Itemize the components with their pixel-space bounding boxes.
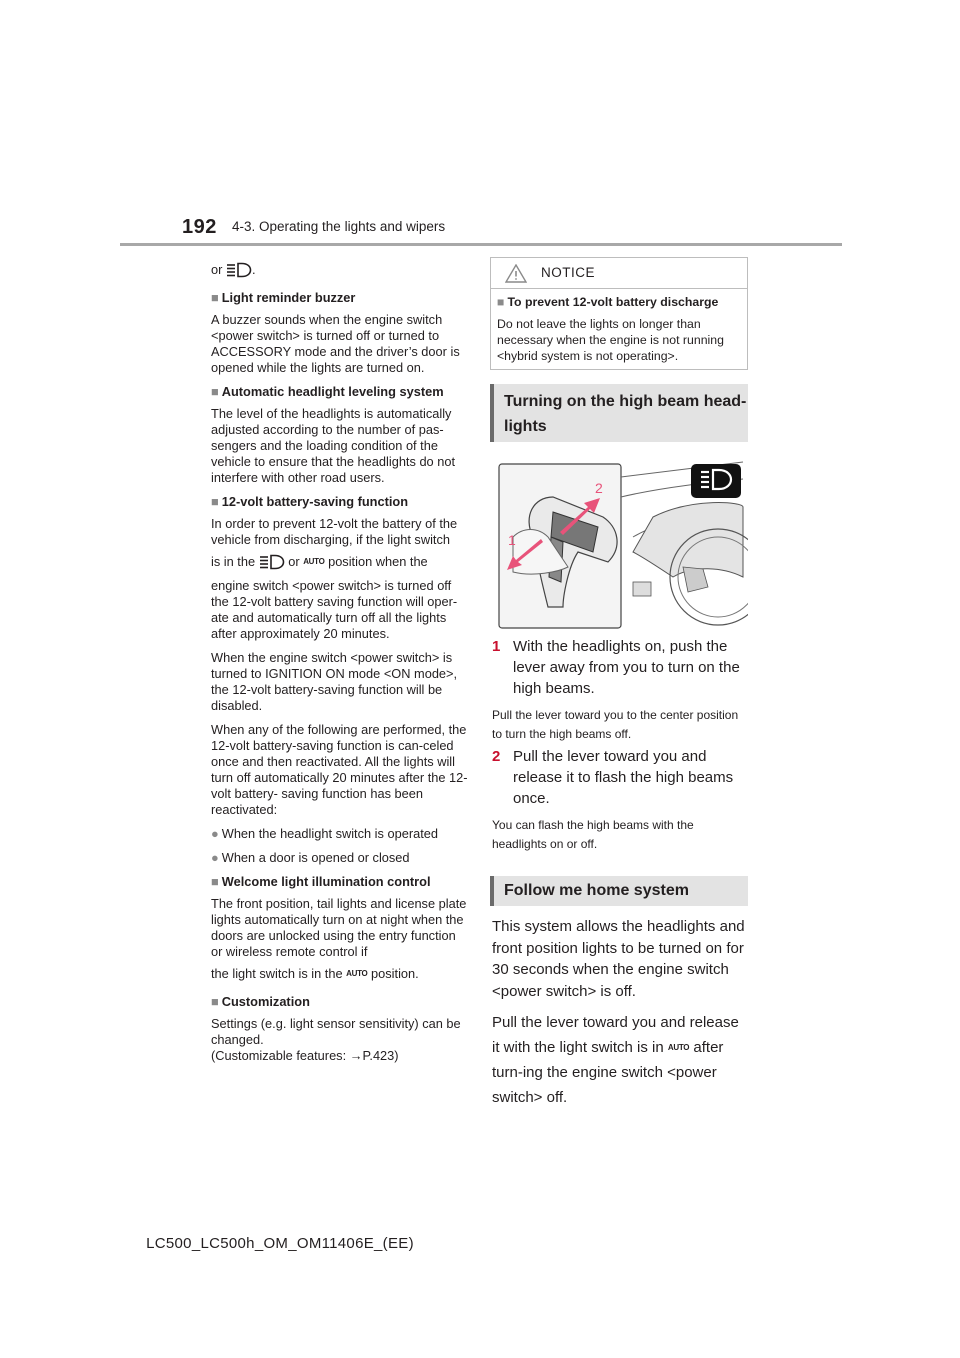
arrow-right-icon: → <box>349 1048 363 1063</box>
notice-title-bar <box>491 258 747 289</box>
custom-text-2: (Customizable features: →P.423) <box>211 1048 399 1063</box>
custom-heading: ■ Customization <box>211 994 310 1009</box>
battery-text-5: When any of the following are performed, the 12-volt battery-saving function is can-celed once and then reactivated. All the lights will turn off automatically 20 minutes after the 12-volt battery- saving function has been reactivated: <box>211 722 468 817</box>
reminder-heading: ■ Light reminder buzzer <box>211 290 356 305</box>
follow-me-text-2: Pull the lever toward you and release it with the light switch is in AUTO after turn-ing the engine switch <power switch> off. <box>492 1014 739 1106</box>
left-column <box>211 262 469 1072</box>
page-number: 192 <box>182 216 217 238</box>
step-2 <box>492 746 747 809</box>
section-title: 4-3. Operating the lights and wipers <box>232 219 446 234</box>
page-reference-link[interactable]: P.423) <box>362 1048 399 1063</box>
step-2-number: 2 <box>492 748 501 765</box>
high-beam-heading: Turning on the high beam head-lights <box>490 384 748 442</box>
bullet-item-2: ● When a door is opened or closed <box>211 850 410 865</box>
leveling-text: The level of the headlights is automatically adjusted according to the number of pas-sengers and the loading condition of the vehicle to ensure that the headlights do not interfere with other road users. <box>211 406 456 485</box>
step-1-note: Pull the lever toward you to the center position to turn the high beams off. <box>492 708 739 741</box>
battery-text-1: In order to prevent 12-volt the battery of the vehicle from discharging, if the light switch <box>211 516 458 547</box>
lever-illustration <box>493 457 748 630</box>
or-line: or . <box>211 262 469 282</box>
header-rule <box>120 243 842 246</box>
auto-icon: AUTO <box>303 557 325 566</box>
illus-label-2: 2 <box>595 480 603 496</box>
step-1 <box>492 636 747 699</box>
notice-heading: ■ To prevent 12-volt battery discharge <box>497 295 719 309</box>
step-1-number: 1 <box>492 638 501 655</box>
welcome-heading: ■ Welcome light illumination control <box>211 874 431 889</box>
warning-triangle-icon <box>505 264 527 283</box>
headlight-icon <box>226 262 252 282</box>
bullet-item-1: ● When the headlight switch is operated <box>211 826 438 841</box>
battery-heading: ■ 12-volt battery-saving function <box>211 494 409 509</box>
notice-title: NOTICE <box>541 265 596 280</box>
follow-me-text-1: This system allows the headlights and front position lights to be turned on for 30 seconds when the engine switch <power switch> is off. <box>492 918 745 1000</box>
battery-text-3: engine switch <power switch> is turned off the 12-volt battery saving function will oper-ate and automatically turn off all the lights after approximately 20 minutes. <box>211 578 458 641</box>
follow-me-heading: Follow me home system <box>490 876 748 906</box>
notice-body <box>497 294 741 364</box>
reminder-text: A buzzer sounds when the engine switch <power switch> is turned off or turned to ACCESSORY mode and the driver’s door is opened while the lights are turned on. <box>211 312 460 375</box>
welcome-text-1: The front position, tail lights and license plate lights automatically turn on at night when the doors are unlocked using the entry function or wireless remote control if <box>211 896 467 959</box>
or-text: or <box>211 262 223 277</box>
battery-text-2: is in the or AUTO position when the <box>211 554 469 574</box>
battery-text-4: When the engine switch <power switch> is turned to IGNITION ON mode <ON mode>, the 12-volt battery-saving function will be disabled. <box>211 650 458 713</box>
headlight-icon <box>259 554 285 574</box>
welcome-text-2: the light switch is in the AUTO position. <box>211 966 419 981</box>
leveling-heading: ■ Automatic headlight leveling system <box>211 384 444 399</box>
notice-text: Do not leave the lights on longer than necessary when the engine is not running <hybrid system is not operating>. <box>497 317 724 363</box>
notice-box <box>490 257 748 370</box>
auto-icon: AUTO <box>346 969 368 978</box>
auto-icon: AUTO <box>667 1043 690 1052</box>
step-2-text: Pull the lever toward you and release it to flash the high beams once. <box>513 748 734 807</box>
custom-text-1: Settings (e.g. light sensor sensitivity) can be changed. <box>211 1016 461 1047</box>
illus-label-1: 1 <box>508 532 516 548</box>
step-1-text: With the headlights on, push the lever away from you to turn on the high beams. <box>513 638 740 697</box>
step-2-note: You can flash the high beams with the headlights on or off. <box>492 818 694 851</box>
footer-code: LC500_LC500h_OM_OM11406E_(EE) <box>146 1235 414 1252</box>
